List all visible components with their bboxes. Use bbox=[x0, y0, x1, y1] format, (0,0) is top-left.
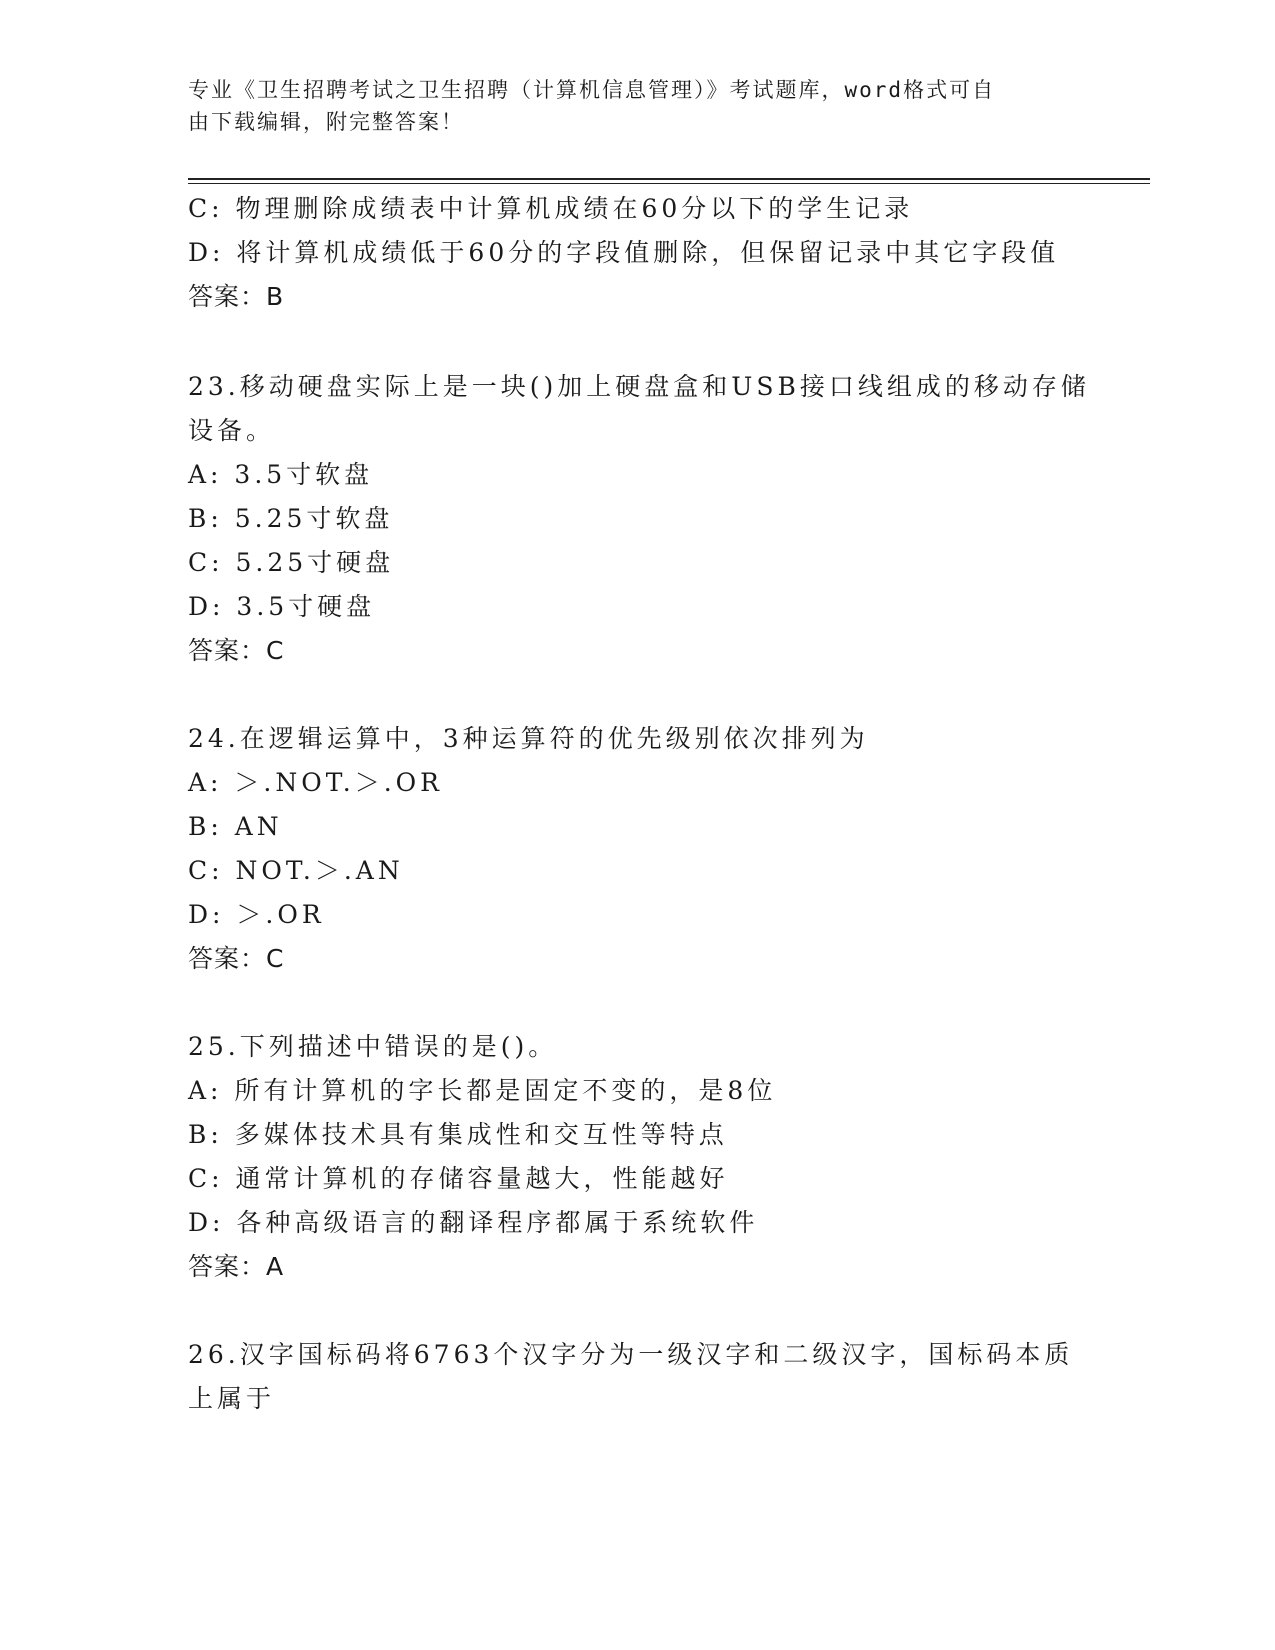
q22-answer: 答案：B bbox=[188, 282, 285, 311]
q23-stem-line-1: 23.移动硬盘实际上是一块()加上硬盘盒和USB接口线组成的移动存储 bbox=[188, 372, 1090, 401]
header-line-2: 由下载编辑，附完整答案！ bbox=[188, 110, 464, 134]
q26-stem-line-2: 上属于 bbox=[188, 1384, 276, 1413]
q23-option-b: B: 5.25寸软盘 bbox=[188, 504, 394, 533]
q25-option-d: D: 各种高级语言的翻译程序都属于系统软件 bbox=[188, 1208, 759, 1237]
q25-option-c: C: 通常计算机的存储容量越大，性能越好 bbox=[188, 1164, 729, 1193]
q23-option-d: D: 3.5寸硬盘 bbox=[188, 592, 376, 621]
q25-option-a: A: 所有计算机的字长都是固定不变的，是8位 bbox=[188, 1076, 777, 1105]
document-header bbox=[188, 74, 1068, 138]
q26-stem-line-1: 26.汉字国标码将6763个汉字分为一级汉字和二级汉字，国标码本质 bbox=[188, 1340, 1074, 1369]
header-divider-thin bbox=[188, 183, 1150, 184]
q24-option-b: B: AN bbox=[188, 812, 283, 841]
q23-option-a: A: 3.5寸软盘 bbox=[188, 460, 374, 489]
q23-answer: 答案：C bbox=[188, 636, 285, 665]
header-line-1: 专业《卫生招聘考试之卫生招聘（计算机信息管理）》考试题库，word格式可自 bbox=[188, 78, 996, 102]
q24-option-a: A: ＞.NOT.＞.OR bbox=[188, 768, 443, 797]
q24-answer: 答案：C bbox=[188, 944, 285, 973]
q24-stem: 24.在逻辑运算中，3种运算符的优先级别依次排列为 bbox=[188, 724, 869, 753]
q23-option-c: C: 5.25寸硬盘 bbox=[188, 548, 395, 577]
q24-option-d: D: ＞.OR bbox=[188, 900, 325, 929]
q25-stem: 25.下列描述中错误的是()。 bbox=[188, 1032, 558, 1061]
header-divider-thick bbox=[188, 178, 1150, 180]
q23-stem-line-2: 设备。 bbox=[188, 416, 276, 445]
q22-option-c: C: 物理删除成绩表中计算机成绩在60分以下的学生记录 bbox=[188, 194, 914, 223]
q22-option-d: D: 将计算机成绩低于60分的字段值删除，但保留记录中其它字段值 bbox=[188, 238, 1060, 267]
q24-option-c: C: NOT.＞.AN bbox=[188, 856, 404, 885]
q25-option-b: B: 多媒体技术具有集成性和交互性等特点 bbox=[188, 1120, 728, 1149]
q25-answer: 答案：A bbox=[188, 1252, 285, 1281]
